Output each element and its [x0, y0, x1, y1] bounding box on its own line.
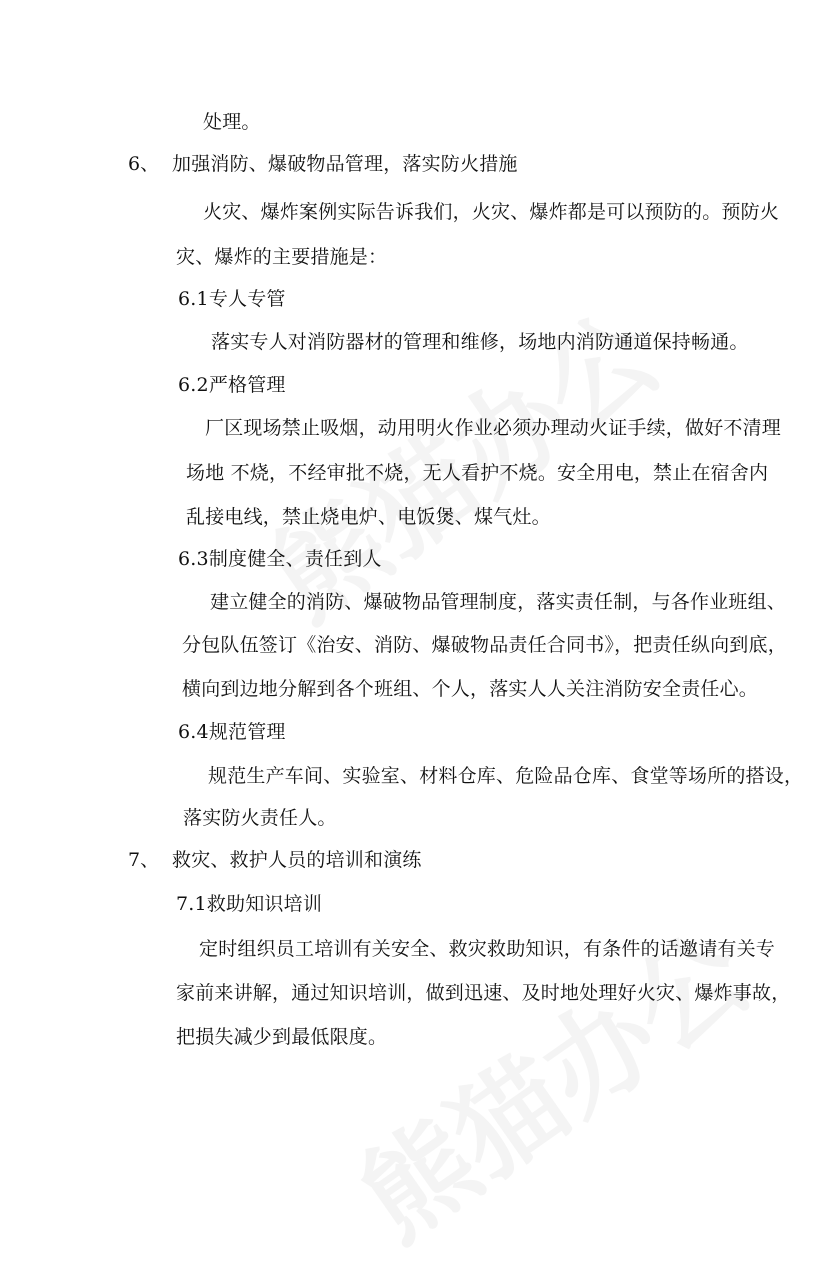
subsection-heading: 6.2严格管理: [178, 374, 286, 396]
paragraph-line: 定时组织员工培训有关安全、救灾救助知识，有条件的话邀请有关专: [199, 938, 776, 960]
section-heading: 加强消防、爆破物品管理，落实防火措施: [172, 153, 518, 175]
paragraph-line: 落实专人对消防器材的管理和维修，场地内消防通道保持畅通。: [211, 331, 749, 353]
subsection-heading: 6.4规范管理: [178, 721, 286, 743]
paragraph-line: 落实防火责任人。: [183, 807, 337, 829]
paragraph-line: 乱接电线，禁止烧电炉、电饭煲、煤气灶。: [186, 506, 551, 528]
section-number: 7、: [128, 849, 160, 871]
paragraph-line: 把损失减少到最低限度。: [176, 1026, 388, 1048]
paragraph-line: 规范生产车间、实验室、材料仓库、危险品仓库、食堂等场所的搭设，: [208, 765, 804, 787]
subsection-heading: 6.1专人专管: [178, 288, 286, 310]
paragraph-line: 火灾、爆炸案例实际告诉我们，火灾、爆炸都是可以预防的。预防火: [203, 201, 780, 223]
paragraph-line: 分包队伍签订《治安、消防、爆破物品责任合同书》，把责任纵向到底，: [182, 634, 787, 656]
paragraph-line: 处理。: [203, 111, 261, 133]
paragraph-line: 家前来讲解，通过知识培训，做到迅速、及时地处理好火灾、爆炸事故，: [176, 982, 791, 1004]
subsection-heading: 6.3制度健全、责任到人: [178, 548, 382, 570]
paragraph-line: 横向到边地分解到各个班组、个人，落实人人关注消防安全责任心。: [182, 678, 759, 700]
section-number: 6、: [128, 153, 160, 175]
paragraph-line: 建立健全的消防、爆破物品管理制度，落实责任制，与各作业班组、: [210, 591, 787, 613]
subsection-heading: 7.1救助知识培训: [176, 893, 323, 915]
paragraph-line: 场地 不烧，不经审批不烧，无人看护不烧。安全用电，禁止在宿舍内: [186, 462, 769, 484]
section-heading: 救灾、救护人员的培训和演练: [172, 849, 422, 871]
paragraph-line: 灾、爆炸的主要措施是：: [176, 246, 388, 268]
paragraph-line: 厂区现场禁止吸烟，动用明火作业必须办理动火证手续，做好不清理: [205, 417, 782, 439]
